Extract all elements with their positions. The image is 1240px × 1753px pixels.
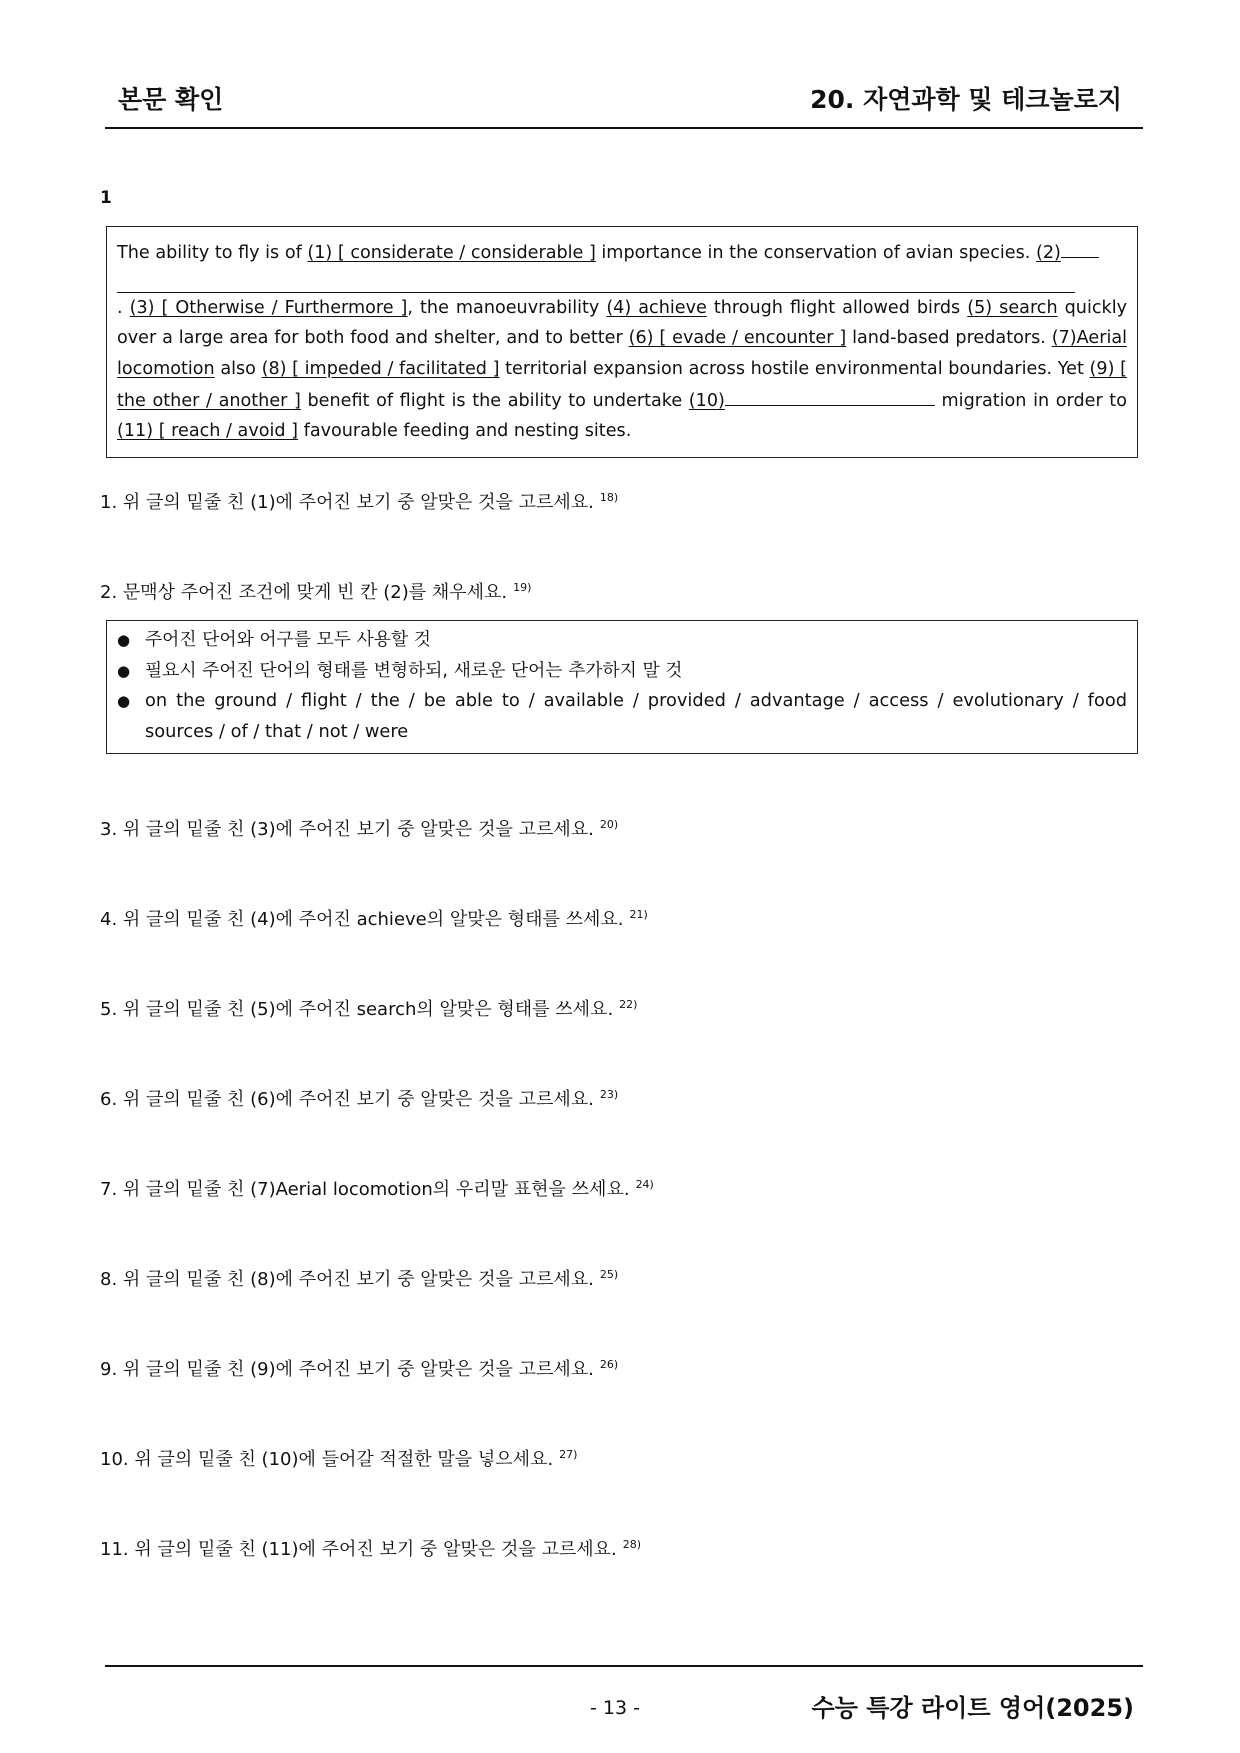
- footnote-ref: 26): [599, 1358, 619, 1371]
- passage-segment: importance in the conservation of avian species.: [595, 243, 1036, 263]
- blank-3-choice: (3) [ Otherwise / Furthermore ]: [129, 298, 408, 319]
- section-title: 본문 확인: [118, 85, 224, 114]
- blank-2-line: [1061, 236, 1099, 258]
- question-5: [100, 995, 637, 1021]
- blank-8-choice: (8) [ impeded / facilitated ]: [261, 358, 500, 379]
- question-6: [100, 1085, 618, 1111]
- blank-2-label: (2): [1035, 243, 1061, 263]
- question-text: 11. 위 글의 밑줄 친 (11)에 주어진 보기 중 알맞은 것을 고르세요.: [100, 1539, 617, 1560]
- condition-item: ● 필요시 주어진 단어의 형태를 변형하되, 새로운 단어는 추가하지 말 것: [117, 656, 1127, 687]
- question-text: 7. 위 글의 밑줄 친 (7)Aerial locomotion의 우리말 표현을 쓰세요.: [100, 1179, 630, 1200]
- question-text: 1. 위 글의 밑줄 친 (1)에 주어진 보기 중 알맞은 것을 고르세요.: [100, 492, 594, 513]
- blank-11-choice: (11) [ reach / avoid ]: [117, 421, 299, 442]
- passage-segment: quickly over a large area for both food and shelter, and to better: [117, 298, 1128, 349]
- blank-5-word: (5) search: [967, 298, 1058, 319]
- blank-4-word: (4) achieve: [606, 298, 707, 319]
- blank-9-choice: (9) [ the other / another ]: [117, 358, 1127, 411]
- question-7: [100, 1175, 654, 1201]
- passage-segment: , the manoeuvrability: [407, 298, 607, 319]
- question-number: 1: [100, 188, 112, 208]
- footnote-ref: 27): [559, 1448, 578, 1461]
- passage-segment: benefit of flight is the ability to undertake: [300, 390, 689, 411]
- page-number: - 13 -: [590, 1697, 640, 1719]
- question-text: 4. 위 글의 밑줄 친 (4)에 주어진 achieve의 알맞은 형태를 쓰세요.: [100, 909, 624, 930]
- footnote-ref: 23): [599, 1088, 619, 1101]
- passage-text: [117, 236, 1127, 446]
- question-3: [100, 815, 618, 841]
- passage-segment: favourable feeding and nesting sites.: [298, 421, 632, 442]
- question-text: 5. 위 글의 밑줄 친 (5)에 주어진 search의 알맞은 형태를 쓰세요.: [100, 999, 614, 1020]
- blank-10-label: (10): [688, 390, 725, 411]
- footnote-ref: 18): [599, 491, 619, 504]
- passage-segment: territorial expansion across hostile environmental boundaries. Yet: [499, 358, 1090, 379]
- question-text: 9. 위 글의 밑줄 친 (9)에 주어진 보기 중 알맞은 것을 고르세요.: [100, 1359, 594, 1380]
- book-title: 수능 특강 라이트 영어(2025): [811, 1694, 1134, 1722]
- chapter-title: 20. 자연과학 및 테크놀로지: [810, 85, 1122, 114]
- condition-item: ● 주어진 단어와 어구를 모두 사용할 것: [117, 625, 1127, 656]
- question-2: [100, 578, 531, 604]
- header-divider: [105, 127, 1143, 129]
- blank-1-choice: (1) [ considerate / considerable ]: [307, 243, 596, 263]
- conditions-box: [106, 620, 1138, 754]
- footnote-ref: 25): [599, 1268, 619, 1281]
- footnote-ref: 19): [513, 581, 532, 594]
- question-text: 2. 문맥상 주어진 조건에 맞게 빈 칸 (2)를 채우세요.: [100, 582, 508, 603]
- question-11: [100, 1535, 641, 1561]
- question-10: [100, 1445, 577, 1471]
- footnote-ref: 20): [599, 818, 619, 831]
- blank-10-line: [725, 384, 935, 406]
- footnote-ref: 24): [635, 1178, 654, 1191]
- passage-segment: migration in order to: [934, 390, 1127, 411]
- question-9: [100, 1355, 618, 1381]
- passage-segment: .: [117, 298, 130, 319]
- passage-segment: The ability to fly is of: [117, 243, 308, 263]
- question-1: [100, 488, 618, 514]
- passage-segment: also: [214, 358, 262, 379]
- condition-item: ● on the ground / flight / the / be able to / available / provided / advantage / access / evolutionary / food sources / of / that / not / were: [117, 686, 1127, 747]
- footer-divider: [105, 1665, 1143, 1667]
- footnote-ref: 28): [622, 1538, 642, 1551]
- blank-6-choice: (6) [ evade / encounter ]: [628, 328, 847, 349]
- blank-7-phrase: (7)Aerial locomotion: [117, 328, 1127, 379]
- passage-segment: land-based predators.: [846, 328, 1052, 349]
- question-text: 6. 위 글의 밑줄 친 (6)에 주어진 보기 중 알맞은 것을 고르세요.: [100, 1089, 594, 1110]
- question-4: [100, 905, 648, 931]
- blank-2-line-full: [117, 268, 1075, 293]
- passage-box: [106, 226, 1138, 458]
- footnote-ref: 22): [619, 998, 638, 1011]
- question-8: [100, 1265, 618, 1291]
- passage-segment: through flight allowed birds: [706, 298, 968, 319]
- question-text: 3. 위 글의 밑줄 친 (3)에 주어진 보기 중 알맞은 것을 고르세요.: [100, 819, 594, 840]
- question-text: 10. 위 글의 밑줄 친 (10)에 들어갈 적절한 말을 넣으세요.: [100, 1449, 554, 1470]
- footnote-ref: 21): [629, 908, 648, 921]
- question-text: 8. 위 글의 밑줄 친 (8)에 주어진 보기 중 알맞은 것을 고르세요.: [100, 1269, 594, 1290]
